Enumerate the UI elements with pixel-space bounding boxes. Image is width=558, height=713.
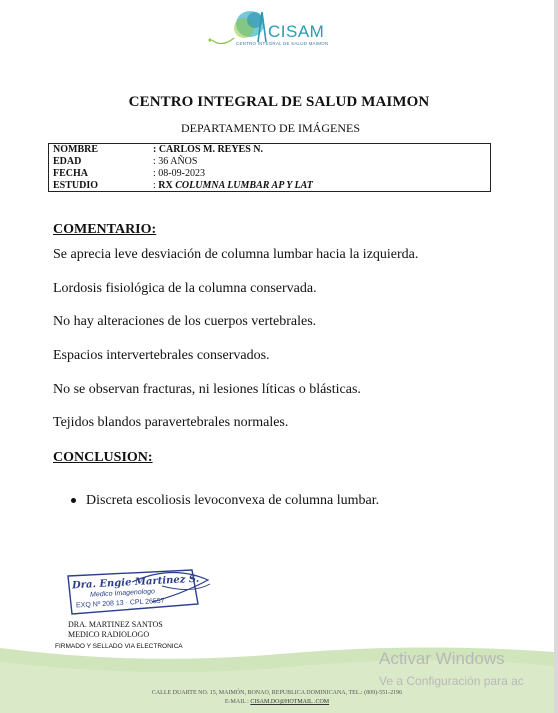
windows-activation-hint: Ve a Configuración para ac	[379, 674, 524, 688]
name-value: : CARLOS M. REYES N.	[153, 144, 264, 155]
stamp-name: Dra. Engie Martinez S.	[71, 573, 200, 592]
bullet-icon	[71, 498, 76, 503]
footer-address: CALLE DUARTE NO. 15, MAIMÓN, BONAO, REPUBLICA DOMINICANA, TEL.: (809)-551-2196	[151, 690, 403, 696]
date-label: FECHA	[53, 168, 88, 179]
conclusion-item: Discreta escoliosis levoconvexa de columna lumbar.	[86, 493, 380, 508]
footer-email-link[interactable]: CISAM.DO@HOTMAIL .COM	[250, 699, 330, 705]
signer-name: DRA. MARTINEZ SANTOS	[68, 620, 163, 629]
age-value: : 36 AÑOS	[153, 156, 198, 167]
comentario-line: Tejidos blandos paravertebrales normales.	[53, 415, 289, 430]
patient-info-box	[48, 143, 491, 192]
study-rx: RX	[158, 180, 173, 191]
comentario-line: No se observan fracturas, ni lesiones líticas o blásticas.	[53, 382, 361, 397]
comentario-line: Lordosis fisiológica de la columna conservada.	[53, 281, 317, 296]
study-label: ESTUDIO	[53, 180, 99, 191]
conclusion-heading: CONCLUSION:	[53, 450, 153, 465]
comentario-line: Espacios intervertebrales conservados.	[53, 348, 270, 363]
footer-email-label: E-MAIL :	[224, 699, 249, 705]
comentario-line: Se aprecia leve desviación de columna lumbar hacia la izquierda.	[53, 247, 419, 262]
age-label: EDAD	[53, 156, 82, 167]
comentario-heading: COMENTARIO:	[53, 222, 157, 237]
study-value: COLUMNA LUMBAR AP Y LAT	[175, 180, 313, 191]
stamp-exequatur: EXQ Nº 208 13 · CPL 26557	[75, 597, 165, 610]
comentario-line: No hay alteraciones de los cuerpos vertebrales.	[53, 314, 317, 329]
department-title: DEPARTAMENTO DE IMÁGENES	[181, 121, 360, 135]
study-value-group	[153, 180, 313, 192]
signature-note: FIRMADO Y SELLADO VIA ELECTRONICA	[55, 643, 183, 650]
signer-title: MEDICO RADIOLOGO	[68, 630, 150, 639]
logo-brand: CISAM	[268, 22, 325, 41]
stamp-role: Medico Imagenologo	[89, 588, 156, 599]
page-title: CENTRO INTEGRAL DE SALUD MAIMON	[128, 94, 430, 110]
logo-subtitle: CENTRO INTEGRAL DE SALUD MAIMON	[236, 41, 329, 46]
study-prefix: :	[153, 180, 159, 191]
date-value: : 08-09-2023	[153, 168, 205, 179]
footer-email-line	[0, 699, 554, 705]
name-label: NOMBRE	[53, 144, 98, 155]
windows-activation-title: Activar Windows	[379, 649, 505, 668]
